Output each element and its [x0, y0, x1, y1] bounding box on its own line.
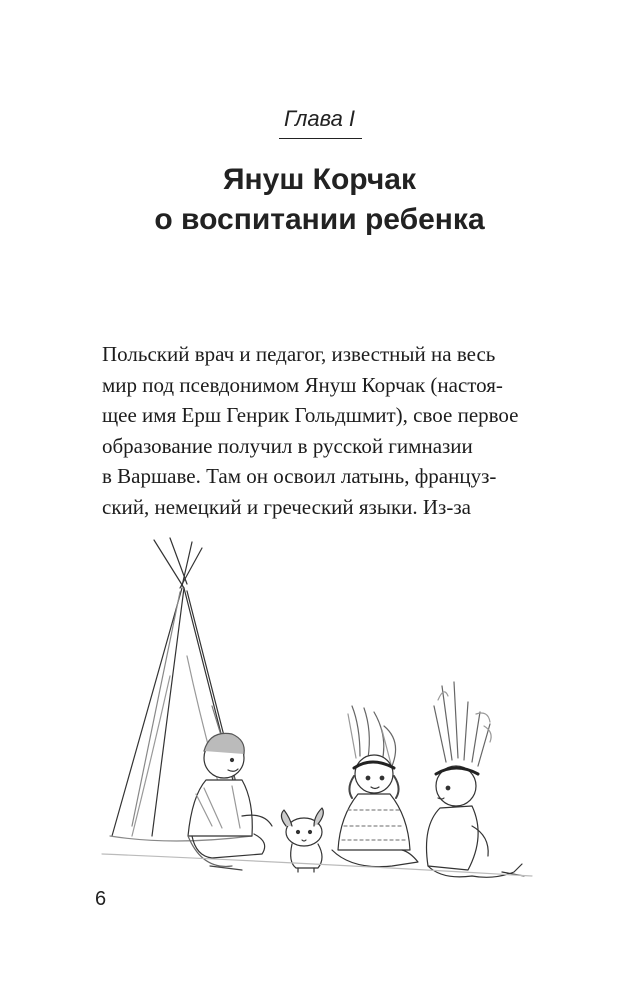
body-paragraph — [102, 339, 542, 522]
girl-drawing — [332, 706, 418, 867]
body-line: в Варшаве. Там он освоил латынь, француз- — [102, 464, 497, 488]
chapter-label: Глава I — [283, 106, 356, 131]
body-line: ский, немецкий и греческий языки. Из-за — [102, 494, 471, 519]
chapter-rule — [279, 138, 362, 139]
chapter-title-line: о воспитании ребенка — [154, 203, 485, 236]
body-line: образование получил в русской гимназии — [102, 433, 473, 458]
body-line: щее имя Ерш Генрик Гольдшмит), свое первое — [102, 403, 519, 427]
boy-drawing — [188, 733, 272, 870]
page-number: 6 — [95, 888, 107, 910]
boy-headdress-drawing — [427, 682, 525, 877]
chapter-title-line: Януш Корчак — [222, 163, 417, 196]
illustration-children-tipi — [92, 536, 542, 906]
body-line: мир под псевдонимом Януш Корчак (настоя- — [102, 372, 503, 397]
body-line: Польский врач и педагог, известный на весь — [102, 342, 496, 366]
chapter-title — [0, 160, 639, 240]
